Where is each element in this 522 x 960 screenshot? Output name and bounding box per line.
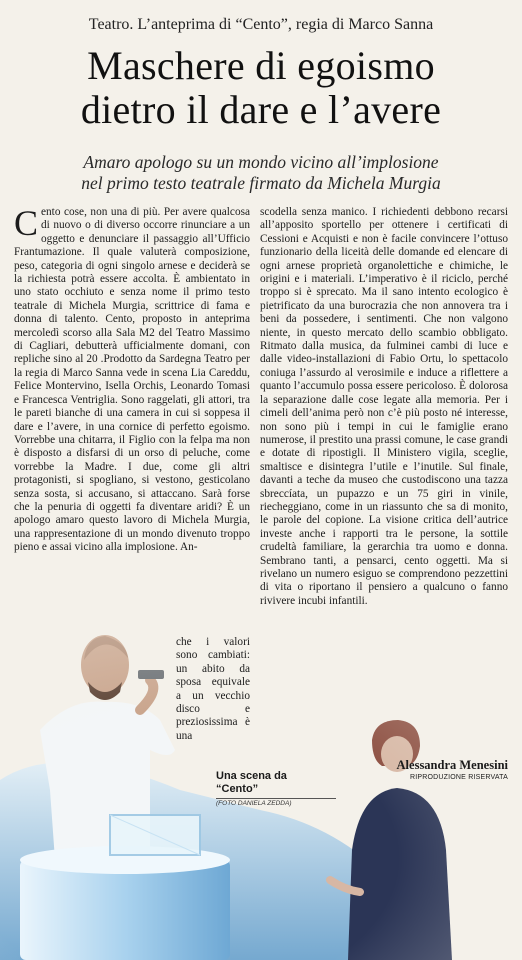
caption-line-2: “Cento” <box>216 783 259 795</box>
body-text-left: ento cose, non una di più. Per avere qualcosa di nuovo o di diverso occorre rinunciare a un oggetto e denunciare il passaggio all’Ufficio Frantumazione. Il quale valuterà composizione, peso, categoria di ogni singolo arnese e deciderà se la richiesta potrà essere accolta. È ambientato in uno stato occhiuto e senza nome il primo testo teatrale di Michela Murgia, scrittrice di fama e donna di talento. Cento, proposto in anteprima mercoledì scorso alla Sala M2 del Teatro Massimo di Cagliari, debutterà ufficialmente domani, con repliche sino al 20 .Prodotto da Sardegna Teatro per la regia di Marco Sanna vede in scena Lia Careddu, Felice Montervino, Isella Orchis, Leonardo Tomasi e Francesca Ventriglia. Sono raggelati, gli attori, tra le pareti bianche di una camera in cui si soppesa il dare e l’avere, in una cornice di perfetto egoismo. Vorrebbe una chitarra, il Figlio con la felpa ma non è disposto a disfarsi di un orso di peluche, come vorrebbe la Madre. I due, come gli altri protagonisti, si spogliano, si vestono, gesticolano senza sosta, si accusano, si attaccano. Sarà forse che la penuria di oggetti fa diventare aridi? È un apologo amaro questo lavoro di Michela Murgia, una rappresentazione di un mondo divenuto troppo pieno e assai vicino alla implosione. An- <box>14 206 250 554</box>
article-headline <box>0 44 522 132</box>
photo-caption <box>216 770 336 796</box>
headline-line-1: Maschere di egoismo <box>87 43 435 88</box>
caption-line-1: Una scena da <box>216 770 287 782</box>
headline-line-2: dietro il dare e l’avere <box>80 87 442 132</box>
rights-notice: RIPRODUZIONE RISERVATA <box>409 774 508 781</box>
photo-credit: (FOTO DANIELA ZEDDA) <box>216 798 336 807</box>
subhead-line-1: Amaro apologo su un mondo vicino all’implosione <box>83 152 439 172</box>
article-subheadline <box>0 152 522 194</box>
dropcap-letter: C <box>14 203 39 243</box>
article-column-right <box>260 206 508 608</box>
author-byline: Alessandra Menesini <box>396 758 508 772</box>
subhead-line-2: nel primo testo teatrale firmato da Michela Murgia <box>81 173 441 193</box>
body-text-left-narrow: che i valori sono cambiati: un abito da sposa equivale a un vecchio disco e preziosissima è una <box>176 636 250 742</box>
article-kicker: Teatro. L’anteprima di “Cento”, regia di Marco Sanna <box>88 16 434 33</box>
body-text-right: scodella senza manico. I richiedenti debbono recarsi all’apposito sportello per ottenere i certificati di Cessioni e Acquisti e non è facile convincere l’ottuso funzionario della liceità delle domande ed elencare di ogni arnese proprietà organolettiche e chimiche, le origini e i materiali. L’imperativo è il riciclo, perché troppo si è sprecato. Ma il sano intento ecologico è pietrificato da una burocrazia che non annovera tra i beni da possedere, i sentimenti. Che non valgono niente, in questo mercato dello scambio obbligato. Ritmato dalla musica, da fulminei cambi di luce e dalle video-installazioni di Fabio Ortu, lo spettacolo coniuga l’assurdo al verosimile e induce a riflettere a quanto l’accumulo possa essere pericoloso. È dolorosa la separazione dalle cose legate alla memoria. Per i cimeli dell’anima però non c’è più posto né interesse, non sono più i tempi in cui le famiglie erano numerose, il prestito una prassi comune, le case grandi e dotate di ripostigli. Il Ministero vigila, sceglie, smaltisce e disintegra l’utile e l’inutile. Sul finale, davanti a teche da museo che custodiscono una tazza sbreccíata, un pupazzo e un 75 giri in vinile, riecheggiano, come in un riassunto che sa di monito, le parole del copione. La visione critica dell’autrice investe anche i rapporti tra le persone, la sottile crudeltà familiare, la gerarchia tra uomo e donna. Sembrano tanti, a pensarci, cento oggetti. Ma si rivelano un numero esiguo se comprendono pezzettini di vita o riportano il pensiero a qualcuno o fanno rivivere incubi infantili. <box>260 206 508 607</box>
body-paragraph-left <box>14 203 250 555</box>
article-column-left-narrow <box>176 636 250 743</box>
article-column-left <box>14 203 250 555</box>
